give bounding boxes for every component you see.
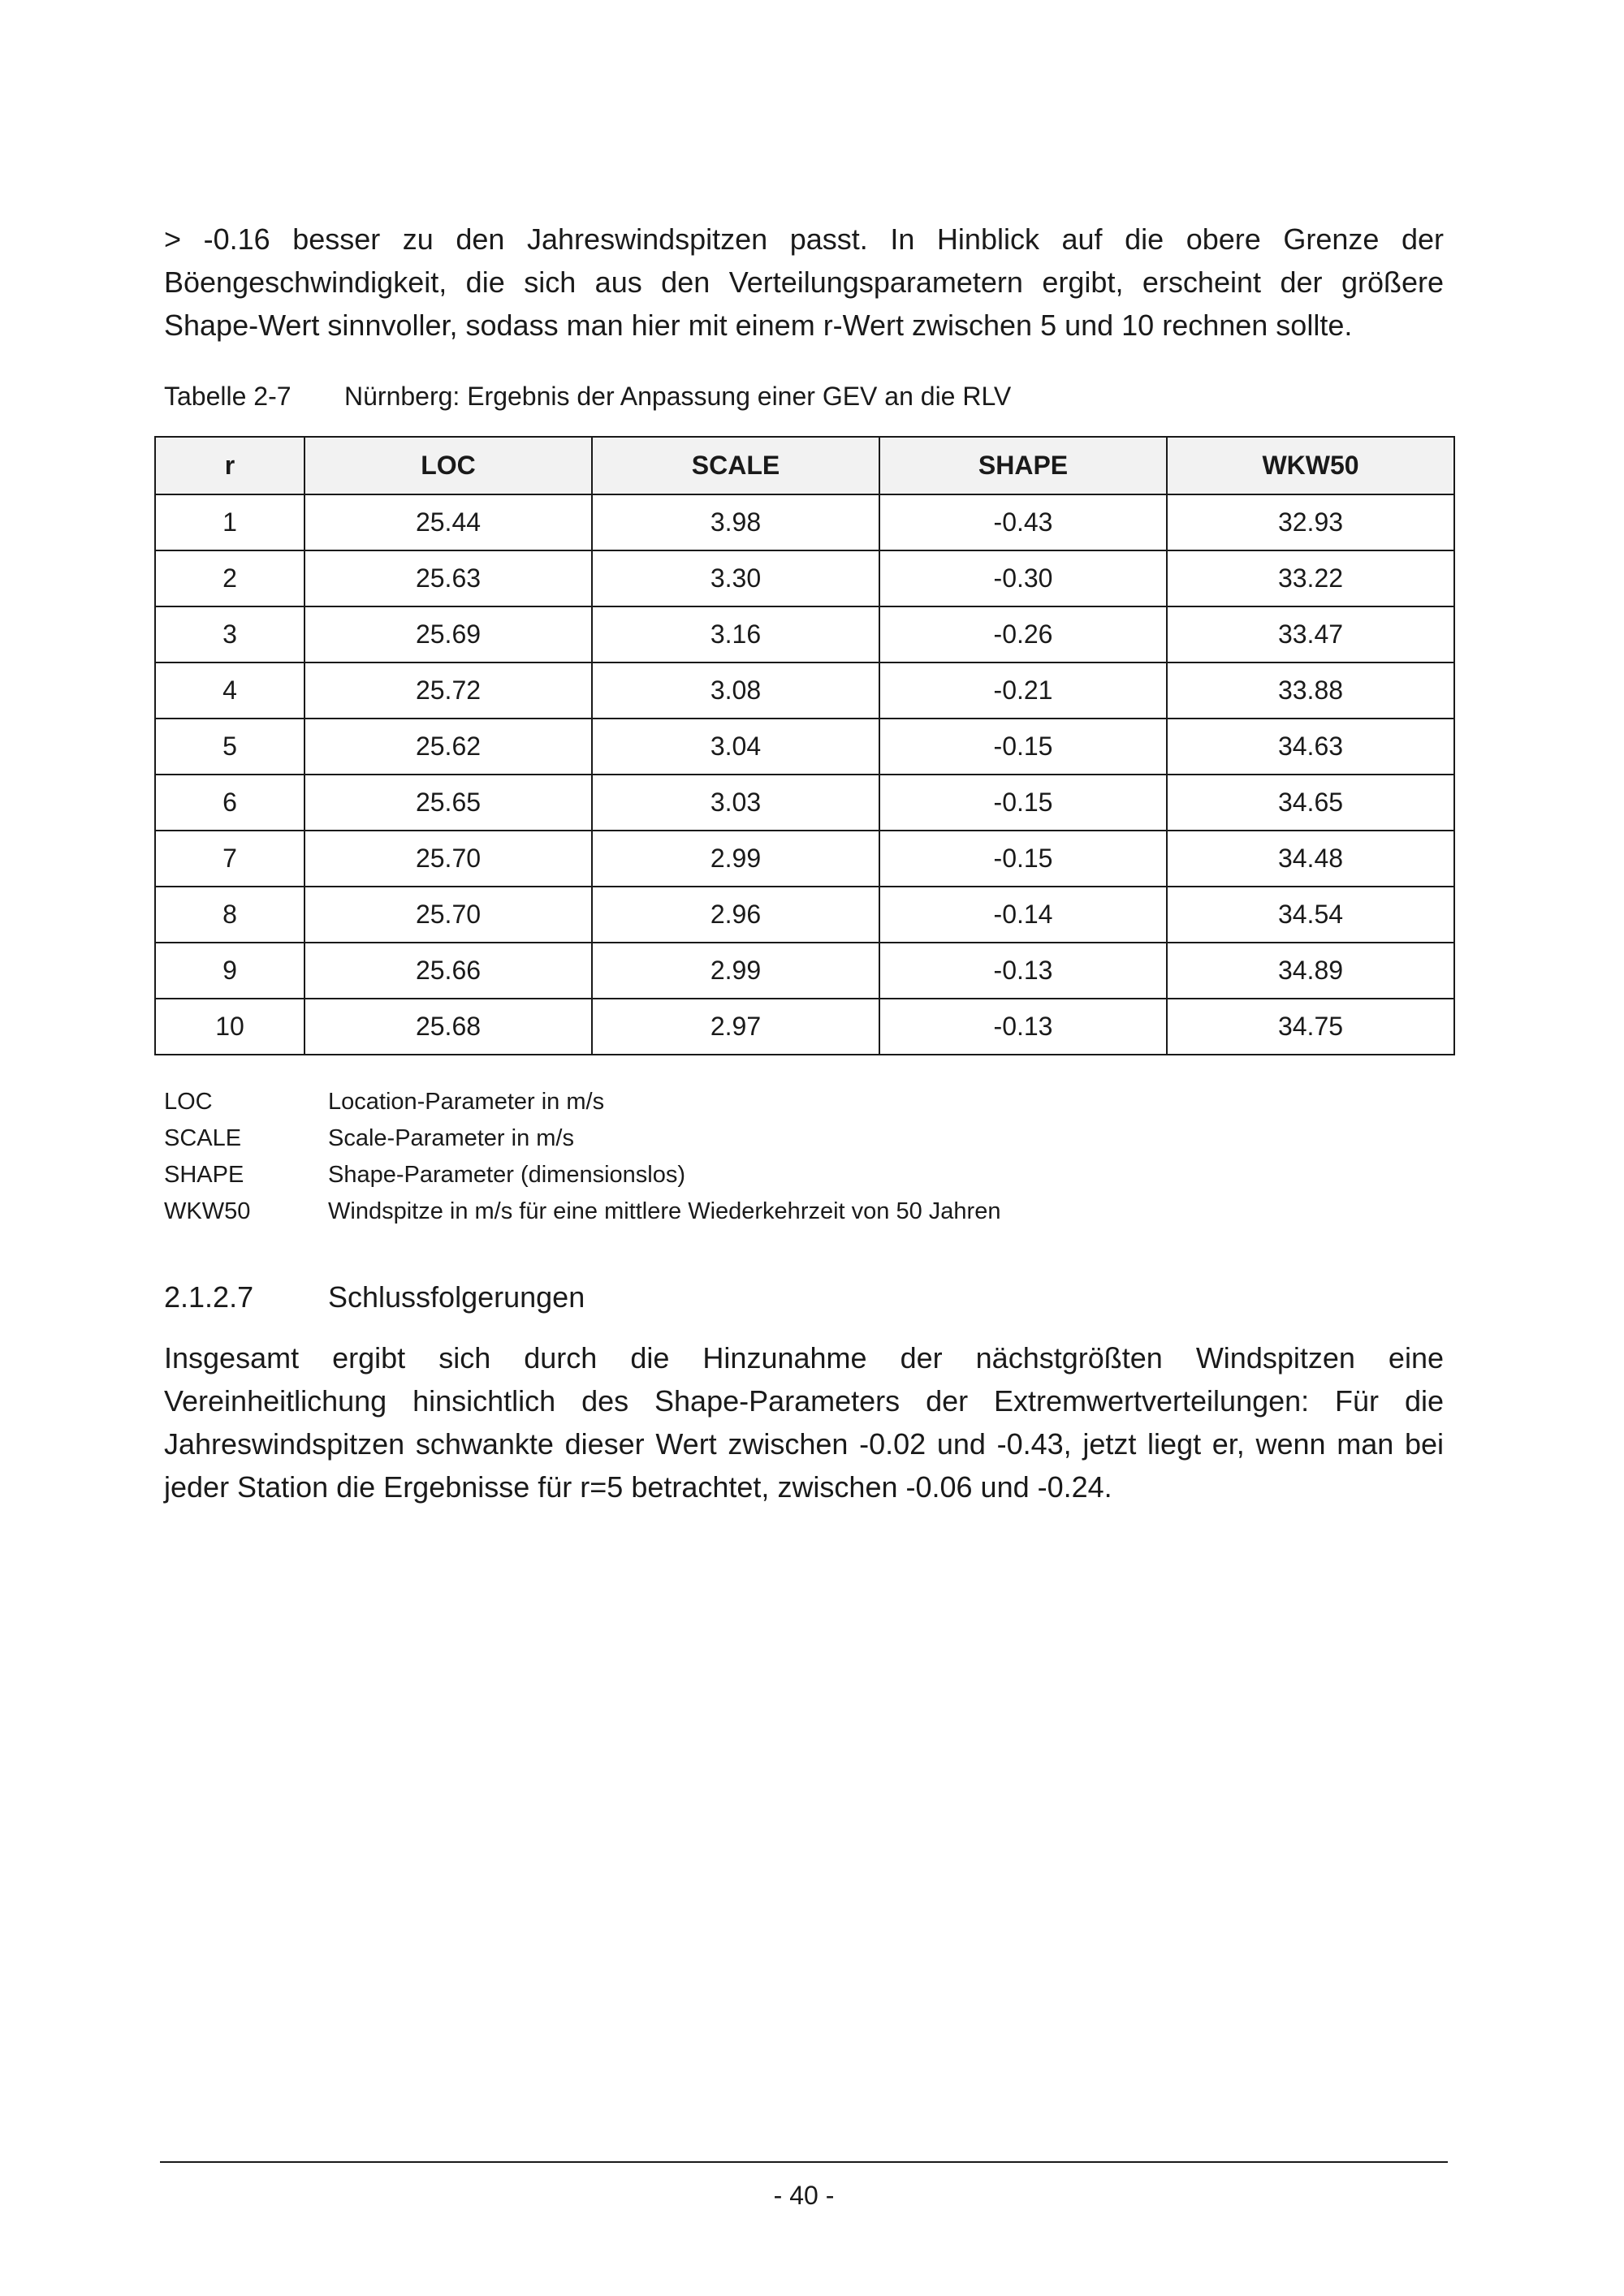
cell-loc: 25.70 (304, 887, 592, 943)
legend-item (164, 1157, 1000, 1193)
section-number: 2.1.2.7 (164, 1280, 254, 1314)
cell-wkw50: 33.47 (1167, 606, 1454, 662)
results-table (154, 436, 1455, 1055)
table-row (155, 719, 1454, 775)
cell-scale: 3.98 (592, 494, 879, 550)
cell-wkw50: 34.63 (1167, 719, 1454, 775)
cell-scale: 3.08 (592, 662, 879, 719)
legend-abbr: WKW50 (164, 1198, 251, 1224)
cell-shape: -0.15 (879, 775, 1167, 831)
cell-scale: 3.30 (592, 550, 879, 606)
table-header-row (155, 437, 1454, 494)
cell-r: 2 (155, 550, 304, 606)
page-number: - 40 - (773, 2181, 835, 2210)
cell-shape: -0.15 (879, 719, 1167, 775)
cell-scale: 3.03 (592, 775, 879, 831)
legend-item (164, 1084, 1000, 1120)
header-r: r (155, 437, 304, 494)
table-row (155, 943, 1454, 999)
cell-r: 8 (155, 887, 304, 943)
cell-r: 10 (155, 999, 304, 1055)
cell-loc: 25.65 (304, 775, 592, 831)
cell-shape: -0.21 (879, 662, 1167, 719)
results-table-wrap (154, 436, 1453, 1055)
cell-scale: 2.99 (592, 943, 879, 999)
legend-desc: Windspitze in m/s für eine mittlere Wiederkehrzeit von 50 Jahren (328, 1198, 1001, 1224)
intro-paragraph: > -0.16 besser zu den Jahreswindspitzen passt. In Hinblick auf die obere Grenze der Böengeschwindigkeit, die sich aus den Verteilungsparametern ergibt, erscheint der größere Shape-Wert sinnvoller, sodass man hier mit einem r-Wert zwischen 5 und 10 rechnen sollte. (164, 222, 1444, 342)
table-row (155, 494, 1454, 550)
footer-divider (160, 2161, 1448, 2163)
cell-wkw50: 33.88 (1167, 662, 1454, 719)
header-loc: LOC (304, 437, 592, 494)
table-caption-number: Tabelle 2-7 (164, 382, 292, 411)
cell-shape: -0.43 (879, 494, 1167, 550)
cell-r: 5 (155, 719, 304, 775)
table-row (155, 999, 1454, 1055)
cell-loc: 25.63 (304, 550, 592, 606)
cell-scale: 2.99 (592, 831, 879, 887)
legend-abbr: SCALE (164, 1125, 242, 1151)
cell-r: 7 (155, 831, 304, 887)
table-legend (164, 1084, 1000, 1230)
cell-scale: 2.97 (592, 999, 879, 1055)
cell-scale: 3.04 (592, 719, 879, 775)
cell-shape: -0.14 (879, 887, 1167, 943)
cell-shape: -0.13 (879, 943, 1167, 999)
table-row (155, 775, 1454, 831)
table-row (155, 550, 1454, 606)
section-title: Schlussfolgerungen (328, 1280, 585, 1314)
table-row (155, 662, 1454, 719)
cell-scale: 2.96 (592, 887, 879, 943)
legend-abbr: LOC (164, 1089, 213, 1115)
cell-wkw50: 34.65 (1167, 775, 1454, 831)
cell-r: 9 (155, 943, 304, 999)
cell-wkw50: 32.93 (1167, 494, 1454, 550)
cell-wkw50: 34.89 (1167, 943, 1454, 999)
header-shape: SHAPE (879, 437, 1167, 494)
cell-loc: 25.68 (304, 999, 592, 1055)
cell-loc: 25.44 (304, 494, 592, 550)
cell-r: 6 (155, 775, 304, 831)
cell-scale: 3.16 (592, 606, 879, 662)
cell-wkw50: 33.22 (1167, 550, 1454, 606)
cell-shape: -0.15 (879, 831, 1167, 887)
legend-desc: Scale-Parameter in m/s (328, 1125, 574, 1151)
legend-desc: Location-Parameter in m/s (328, 1089, 605, 1115)
cell-loc: 25.66 (304, 943, 592, 999)
table-caption (164, 380, 1011, 412)
legend-desc: Shape-Parameter (dimensionslos) (328, 1162, 686, 1188)
table-row (155, 887, 1454, 943)
header-wkw50: WKW50 (1167, 437, 1454, 494)
legend-item (164, 1193, 1000, 1230)
cell-wkw50: 34.48 (1167, 831, 1454, 887)
table-caption-title: Nürnberg: Ergebnis der Anpassung einer GEV an die RLV (344, 382, 1012, 411)
cell-r: 3 (155, 606, 304, 662)
cell-loc: 25.62 (304, 719, 592, 775)
cell-shape: -0.13 (879, 999, 1167, 1055)
cell-loc: 25.70 (304, 831, 592, 887)
cell-loc: 25.69 (304, 606, 592, 662)
table-row (155, 831, 1454, 887)
header-scale: SCALE (592, 437, 879, 494)
legend-abbr: SHAPE (164, 1162, 244, 1188)
cell-wkw50: 34.54 (1167, 887, 1454, 943)
table-row (155, 606, 1454, 662)
legend-item (164, 1120, 1000, 1157)
section-heading (164, 1277, 585, 1318)
cell-shape: -0.30 (879, 550, 1167, 606)
cell-r: 1 (155, 494, 304, 550)
conclusion-paragraph: Insgesamt ergibt sich durch die Hinzunahme der nächstgrößten Windspitzen eine Vereinheitlichung hinsichtlich des Shape-Parameters der Extremwertverteilungen: Für die Jahreswindspitzen schwankte dieser Wert zwischen -0.02 und -0.43, jetzt liegt er, wenn man bei jeder Station die Ergebnisse für r=5 betrachtet, zwischen -0.06 und -0.24. (164, 1341, 1444, 1504)
cell-shape: -0.26 (879, 606, 1167, 662)
cell-r: 4 (155, 662, 304, 719)
cell-loc: 25.72 (304, 662, 592, 719)
cell-wkw50: 34.75 (1167, 999, 1454, 1055)
